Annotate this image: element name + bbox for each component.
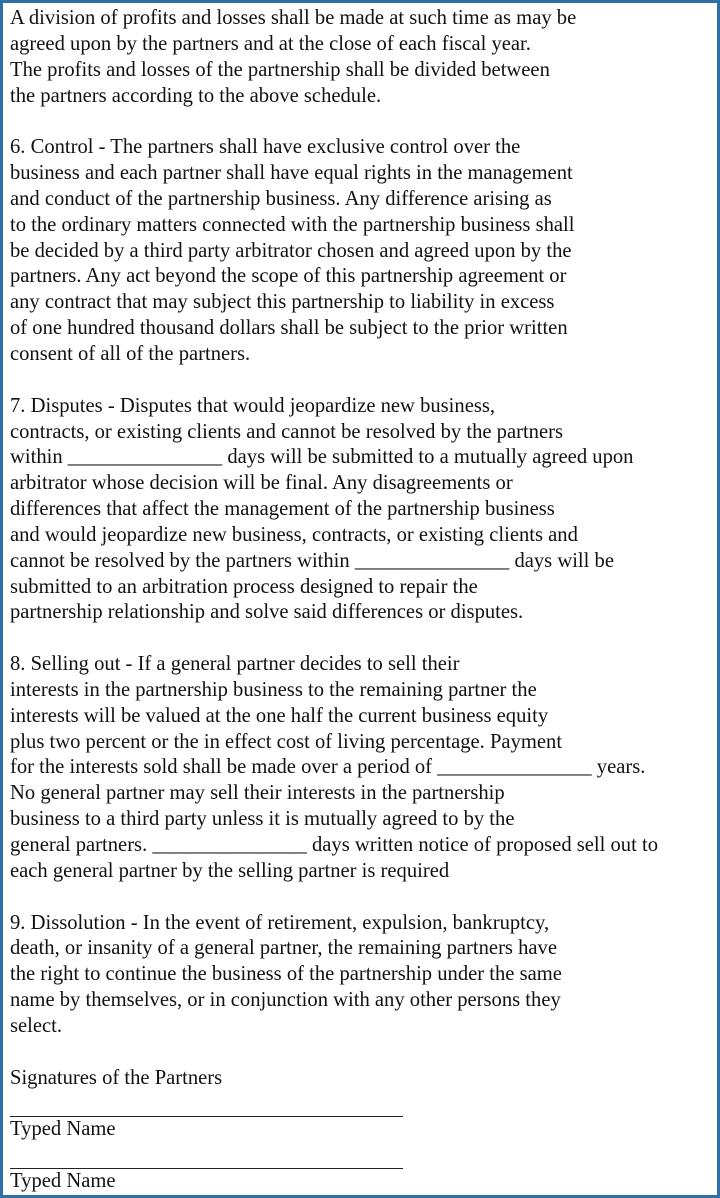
text-line: differences that affect the management of the partnership business [10,498,555,521]
text-line: submitted to an arbitration process designed to repair the [10,575,478,598]
typed-name-label-2: Typed Name [10,1169,116,1192]
text-line: contracts, or existing clients and cannot be resolved by the partners [10,420,563,443]
paragraph-profit-division [10,6,720,109]
text-line: consent of all of the partners. [10,342,251,365]
text-line: name by themselves, or in conjunction with any other persons they [10,989,561,1012]
text-line: partners. Any act beyond the scope of this partnership agreement or [10,265,567,288]
text-line: 9. Dissolution - In the event of retirement, expulsion, bankruptcy, [10,911,550,934]
text-line: any contract that may subject this partnership to liability in excess [10,291,555,314]
text-line: 6. Control - The partners shall have exclusive control over the [10,136,521,159]
paragraph-spacer [10,626,720,652]
signatures-heading: Signatures of the Partners [10,1066,223,1089]
text-line: the right to continue the business of the partnership under the same [10,963,562,986]
paragraph-spacer [10,885,720,911]
text-line: the partners according to the above schedule. [10,84,382,107]
text-line: A division of profits and losses shall be made at such time as may be [10,7,577,29]
text-line: of one hundred thousand dollars shall be subject to the prior written [10,317,568,340]
text-line: select. [10,1014,63,1037]
text-line: each general partner by the selling partner is required [10,859,450,882]
paragraph-spacer [10,1040,720,1066]
section-8-selling-out [10,652,720,885]
text-line: agreed upon by the partners and at the close of each fiscal year. [10,32,531,55]
text-line: and would jeopardize new business, contracts, or existing clients and [10,523,578,546]
text-line: 8. Selling out - If a general partner decides to sell their [10,653,460,676]
text-line: business and each partner shall have equal rights in the management [10,162,573,185]
text-line: cannot be resolved by the partners within _______________ days will be [10,549,614,572]
text-line: be decided by a third party arbitrator chosen and agreed upon by the [10,239,572,262]
text-line: No general partner may sell their interests in the partnership [10,782,505,805]
text-line: interests will be valued at the one half the current business equity [10,704,549,727]
text-line: interests in the partnership business to the remaining partner the [10,678,537,701]
signature-block [10,1066,720,1195]
section-6-control [10,135,720,368]
text-line: death, or insanity of a general partner, the remaining partners have [10,937,557,960]
text-line: and conduct of the partnership business. Any difference arising as [10,187,552,210]
signature-line-1[interactable] [10,1091,403,1117]
text-line: The profits and losses of the partnership shall be divided between [10,58,550,81]
paragraph-spacer [10,109,720,135]
section-9-dissolution [10,911,720,1040]
text-line: arbitrator whose decision will be final. Any disagreements or [10,472,513,495]
text-line: business to a third party unless it is mutually agreed to by the [10,808,515,831]
typed-name-label-1: Typed Name [10,1118,116,1141]
text-line: for the interests sold shall be made over a period of _______________ years. [10,756,646,779]
text-line: partnership relationship and solve said differences or disputes. [10,601,524,624]
paragraph-spacer [10,368,720,394]
text-line: within _______________ days will be submitted to a mutually agreed upon [10,446,634,469]
document-body [10,6,720,1195]
section-7-disputes [10,394,720,627]
text-line: to the ordinary matters connected with the partnership business shall [10,213,575,236]
signature-line-2[interactable] [10,1143,403,1169]
text-line: plus two percent or the in effect cost of living percentage. Payment [10,730,563,753]
text-line: 7. Disputes - Disputes that would jeopardize new business, [10,394,496,417]
text-line: general partners. _______________ days written notice of proposed sell out to [10,834,658,856]
